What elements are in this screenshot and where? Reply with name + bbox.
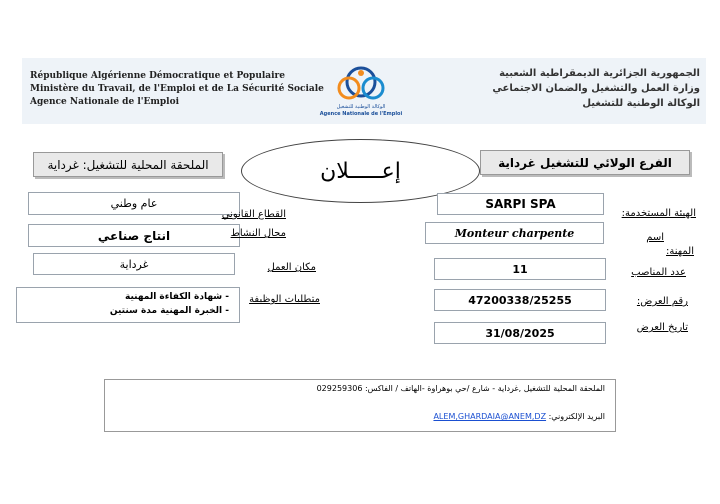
sector-value: عام وطني	[28, 192, 240, 215]
anem-logo	[316, 64, 406, 122]
logo-caption-fr: Agence Nationale de l'Emploi	[319, 111, 403, 117]
requirements-label: متطلبات الوظيفة	[249, 294, 320, 305]
ar-line-3: الوكالة الوطنية للتشغيل	[582, 98, 700, 109]
activity-value: انتاج صناعي	[28, 224, 240, 247]
offer-number-label: رقم العرض:	[636, 296, 688, 307]
offer-date-value: 31/08/2025	[434, 322, 606, 344]
fr-line-2: Ministère du Travail, de l'Emploi et de La Sécurité Sociale	[30, 84, 324, 94]
positions-value: 11	[434, 258, 606, 280]
contact-box	[104, 379, 616, 432]
requirement-2: - الخبرة المهنية مدة سنتين	[109, 306, 229, 316]
location-value: غرداية	[33, 253, 235, 275]
location-label: مكان العمل	[267, 262, 316, 273]
fr-line-3: Agence Nationale de l'Emploi	[30, 97, 180, 107]
employer-label: الهيئة المستخدمة:	[621, 208, 696, 219]
requirement-1: - شهادة الكفاءة المهنية	[125, 292, 229, 302]
announcement-title: إعـــــلان	[241, 139, 480, 203]
job-title-label-2: المهنة:	[666, 246, 694, 257]
fr-line-1: République Algérienne Démocratique et Populaire	[30, 71, 286, 81]
ar-line-2: وزارة العمل والتشغيل والضمان الاجتماعي	[492, 83, 700, 94]
logo-caption-ar: الوكالة الوطنية للتشغيل	[336, 104, 386, 110]
ar-line-1: الجمهورية الجزائرية الديمقراطية الشعبية	[499, 68, 700, 79]
regional-office-title: الفرع الولائي للتشغيل غرداية	[480, 150, 690, 175]
job-title-label-1: اسم	[646, 232, 664, 243]
anem-logo-icon	[316, 64, 406, 104]
offer-date-label: تاريخ العرض	[636, 322, 688, 333]
job-title-value: Monteur charpente	[425, 222, 604, 244]
header-arabic	[492, 66, 700, 111]
email-link[interactable]: ALEM,GHARDAIA@ANEM,DZ	[433, 412, 547, 421]
header-french	[30, 70, 324, 109]
activity-label: مجال النشاط	[230, 228, 286, 239]
contact-email-line	[433, 412, 605, 421]
requirements-box	[16, 287, 240, 323]
local-office-title: الملحقة المحلية للتشغيل: غرداية	[33, 152, 223, 177]
positions-label: عدد المناصب	[631, 267, 686, 278]
sector-label: القطاع القانوني	[221, 209, 286, 220]
employer-value: SARPI SPA	[437, 193, 604, 215]
offer-number-value: 47200338/25255	[434, 289, 606, 311]
contact-address: الملحقة المحلية للتشغيل ,غرداية - شارع /حي بوهراوة -الهاتف / الفاكس: 029259306	[316, 384, 605, 393]
email-label: البريد الإلكتروني:	[548, 412, 605, 421]
